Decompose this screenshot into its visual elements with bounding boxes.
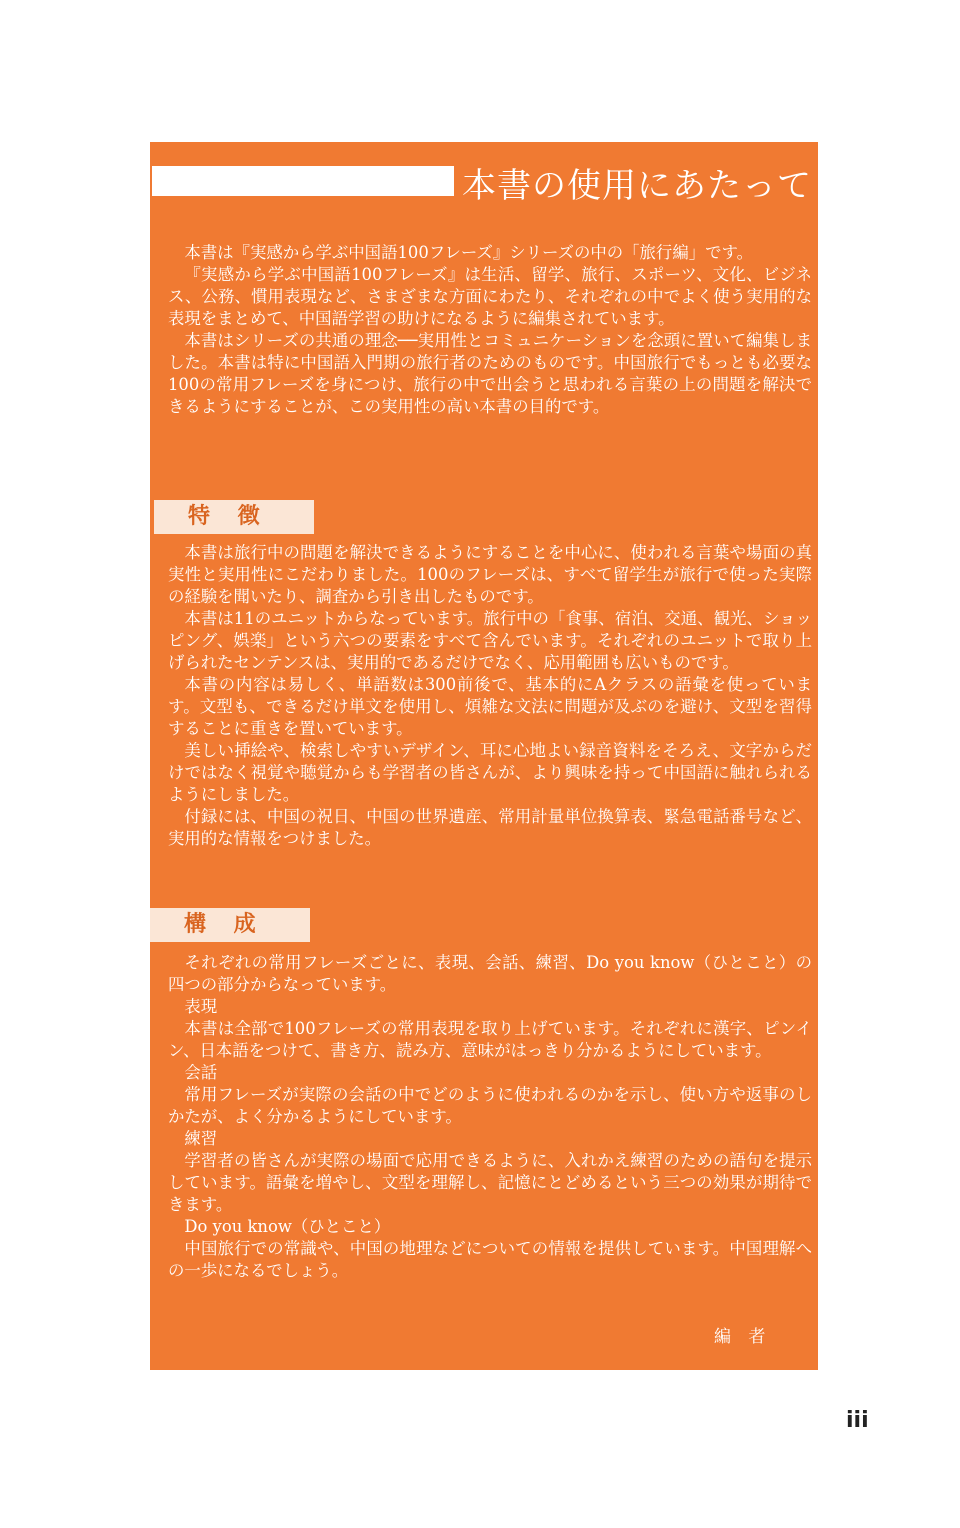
structure-item-text: 中国旅行での常識や、中国の地理などについての情報を提供しています。中国理解への一歩になるでしょう。 [168, 1239, 812, 1280]
structure-item-text: 本書は全部で100フレーズの常用表現を取り上げています。それぞれに漢字、ピンイン、日本語をつけて、書き方、読み方、意味がはっきり分かるようにしています。 [168, 1019, 812, 1060]
structure-section [168, 952, 812, 1282]
title-accent-bar [152, 166, 454, 196]
structure-intro: それぞれの常用フレーズごとに、表現、会話、練習、Do you know（ひとこと）の四つの部分からなっています。 [168, 953, 812, 994]
features-heading: 特 徴 [154, 500, 314, 534]
intro-paragraph: 『実感から学ぶ中国語100フレーズ』は生活、留学、旅行、スポーツ、文化、ビジネス、公務、慣用表現など、さまざまな方面にわたり、それぞれの中でよく使う実用的な表現をまとめて、中国語学習の助けになるように編集されています。 [168, 265, 812, 328]
structure-heading: 構 成 [150, 908, 310, 942]
structure-item-label: 練習 [184, 1129, 218, 1148]
structure-item-label: Do you know（ひとこと） [184, 1217, 391, 1236]
structure-item-label: 会話 [184, 1063, 218, 1082]
features-paragraph: 本書は11のユニットからなっています。旅行中の「食事、宿泊、交通、観光、ショッピング、娯楽」という六つの要素をすべて含んでいます。それぞれのユニットで取り上げられたセンテンスは、実用的であるだけでなく、応用範囲も広いものです。 [168, 609, 812, 672]
features-section [168, 542, 812, 850]
features-paragraph: 本書の内容は易しく、単語数は300前後で、基本的にAクラスの語彙を使っています。文型も、できるだけ単文を使用し、煩雑な文法に問題が及ぶのを避け、文型を習得することに重きを置いています。 [168, 675, 812, 738]
intro-paragraph: 本書は『実感から学ぶ中国語100フレーズ』シリーズの中の「旅行編」です。 [184, 243, 753, 262]
features-paragraph: 本書は旅行中の問題を解決できるようにすることを中心に、使われる言葉や場面の真実性と実用性にこだわりました。100のフレーズは、すべて留学生が旅行で使った実際の経験を聞いたり、調査から引き出したものです。 [168, 543, 812, 606]
structure-item-text: 学習者の皆さんが実際の場面で応用できるように、入れかえ練習のための語句を提示しています。語彙を増やし、文型を理解し、記憶にとどめるという三つの効果が期待できます。 [168, 1151, 812, 1214]
page-number: iii [846, 1408, 869, 1433]
intro-paragraph: 本書はシリーズの共通の理念──実用性とコミュニケーションを念頭に置いて編集しました。本書は特に中国語入門期の旅行者のためのものです。中国旅行でもっとも必要な100の常用フレーズを身につけ、旅行の中で出会うと思われる言葉の上の問題を解決できるようにすることが、この実用性の高い本書の目的です。 [168, 331, 812, 416]
editor-signature: 編 者 [714, 1327, 772, 1347]
structure-item-label: 表現 [184, 997, 218, 1016]
intro-section [168, 242, 812, 418]
page-title: 本書の使用にあたって [462, 166, 812, 206]
features-paragraph: 付録には、中国の祝日、中国の世界遺産、常用計量単位換算表、緊急電話番号など、実用的な情報をつけました。 [168, 807, 812, 848]
structure-item-text: 常用フレーズが実際の会話の中でどのように使われるのかを示し、使い方や返事のしかたが、よく分かるようにしています。 [168, 1085, 812, 1126]
features-paragraph: 美しい挿絵や、検索しやすいデザイン、耳に心地よい録音資料をそろえ、文字からだけではなく視覚や聴覚からも学習者の皆さんが、より興味を持って中国語に触れられるようにしました。 [168, 741, 812, 804]
